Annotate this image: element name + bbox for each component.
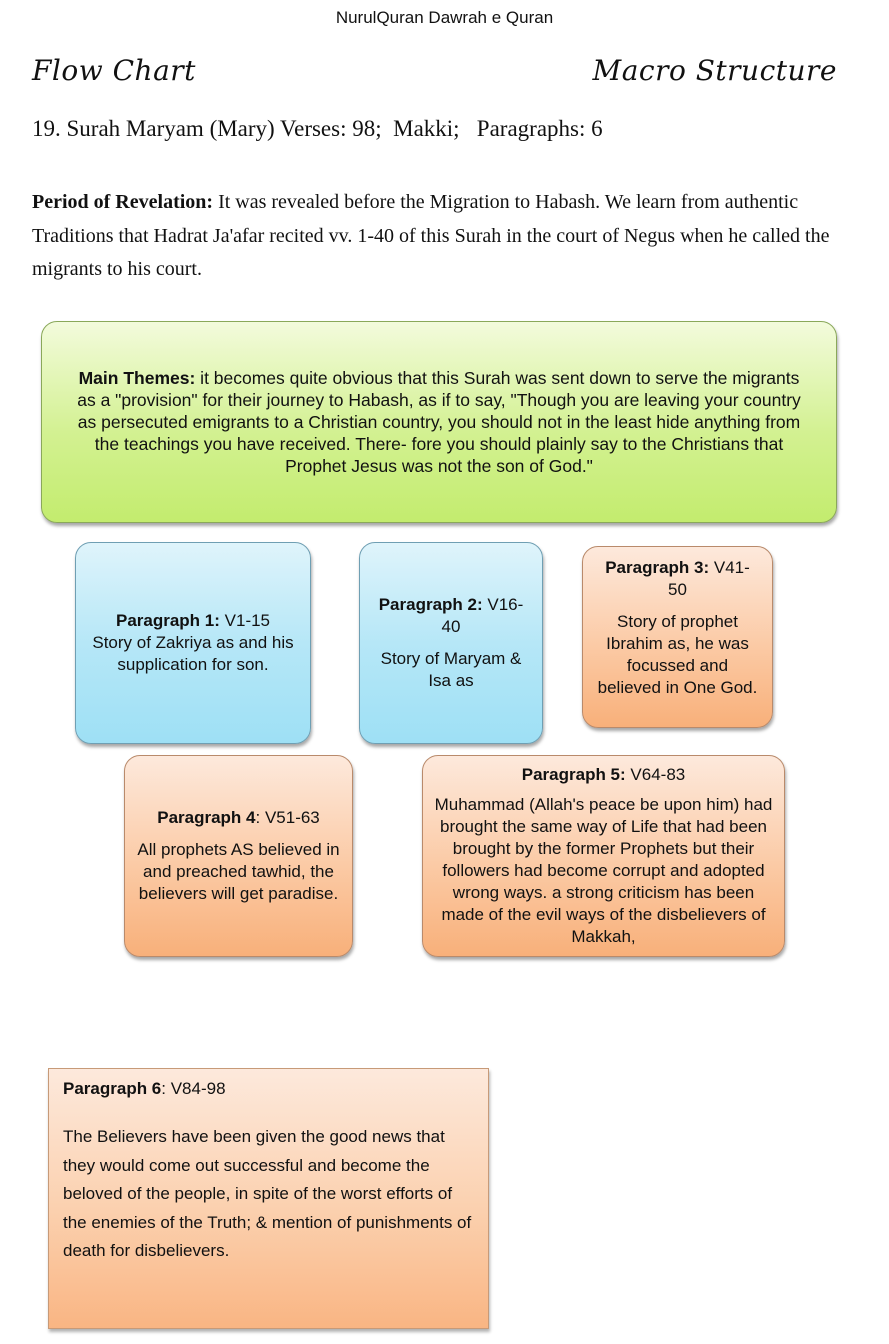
macro-structure-title: Macro Structure xyxy=(592,54,837,87)
paragraph-1-heading xyxy=(116,610,270,632)
paragraph-5-heading xyxy=(522,764,685,786)
paragraph-3-verses: V41-50 xyxy=(668,558,750,599)
paragraph-2-text: Story of Maryam & Isa as xyxy=(380,649,522,690)
surah-info-line: 19. Surah Maryam (Mary) Verses: 98; Makki; Paragraphs: 6 xyxy=(32,116,603,141)
paragraph-6-verses: : V84-98 xyxy=(161,1079,226,1098)
paragraph-5-text: Muhammad (Allah's peace be upon him) had brought the same way of Life that had been brought by the former Prophets but their followers had become corrupt and adopted wrong ways. a strong criticism has been made of the evil ways of the disbelievers of Makkah, xyxy=(434,795,773,946)
main-themes-label: Main Themes: xyxy=(78,368,196,388)
paragraph-3-box xyxy=(582,546,773,728)
paragraph-6-box xyxy=(48,1068,489,1329)
period-label: Period of Revelation: xyxy=(32,191,214,213)
paragraph-1-box xyxy=(75,542,311,744)
paragraph-4-text: All prophets AS believed in and preached tawhid, the believers will get paradise. xyxy=(137,840,340,903)
paragraph-4-heading xyxy=(157,807,320,829)
paragraph-6-label: Paragraph 6 xyxy=(63,1079,162,1098)
paragraph-2-verses: V16-40 xyxy=(441,595,524,636)
main-themes-content xyxy=(70,367,808,477)
paragraph-5-verses: V64-83 xyxy=(625,765,686,784)
paragraph-3-label: Paragraph 3: xyxy=(605,558,710,577)
paragraph-3-heading xyxy=(597,557,758,601)
flow-chart-title: Flow Chart xyxy=(32,54,196,87)
paragraph-4-label: Paragraph 4 xyxy=(157,808,256,827)
paragraph-1-verses: V1-15 xyxy=(219,611,271,630)
paragraph-2-box xyxy=(359,542,543,744)
paragraph-1-text: Story of Zakriya as and his supplication for son. xyxy=(92,633,294,674)
paragraph-5-label: Paragraph 5: xyxy=(521,765,626,784)
main-themes-text: it becomes quite obvious that this Surah was sent down to serve the migrants as a "provision" for their journey to Habash, as if to say, "Though you are leaving your country as persecuted emigrants to a Christian country, you should not in the least hide anything from the teachings you have received. There- fore you should plainly say to the Christians that Prophet Jesus was not the son of God." xyxy=(77,368,801,476)
paragraph-4-box xyxy=(124,755,353,957)
paragraph-6-heading xyxy=(63,1079,474,1099)
paragraph-1-label: Paragraph 1: xyxy=(115,611,220,630)
paragraph-4-verses: : V51-63 xyxy=(255,808,320,827)
document-header: NurulQuran Dawrah e Quran xyxy=(335,8,554,27)
period-of-revelation xyxy=(32,186,862,287)
paragraph-2-label: Paragraph 2: xyxy=(378,595,483,614)
period-text: It was revealed before the Migration to Habash. We learn from authentic Traditions that Hadrat Ja'afar recited vv. 1-40 of this Surah in the court of Negus when he called the migrants to his court. xyxy=(32,191,830,280)
paragraph-3-text: Story of prophet Ibrahim as, he was focussed and believed in One God. xyxy=(597,612,758,697)
main-themes-box xyxy=(41,321,837,523)
paragraph-2-heading xyxy=(372,594,530,638)
paragraph-6-text: The Believers have been given the good news that they would come out successful and become the beloved of the people, in spite of the worst efforts of the enemies of the Truth; & mention of punishments of death for disbelievers. xyxy=(63,1127,472,1260)
paragraph-5-box xyxy=(422,755,785,957)
